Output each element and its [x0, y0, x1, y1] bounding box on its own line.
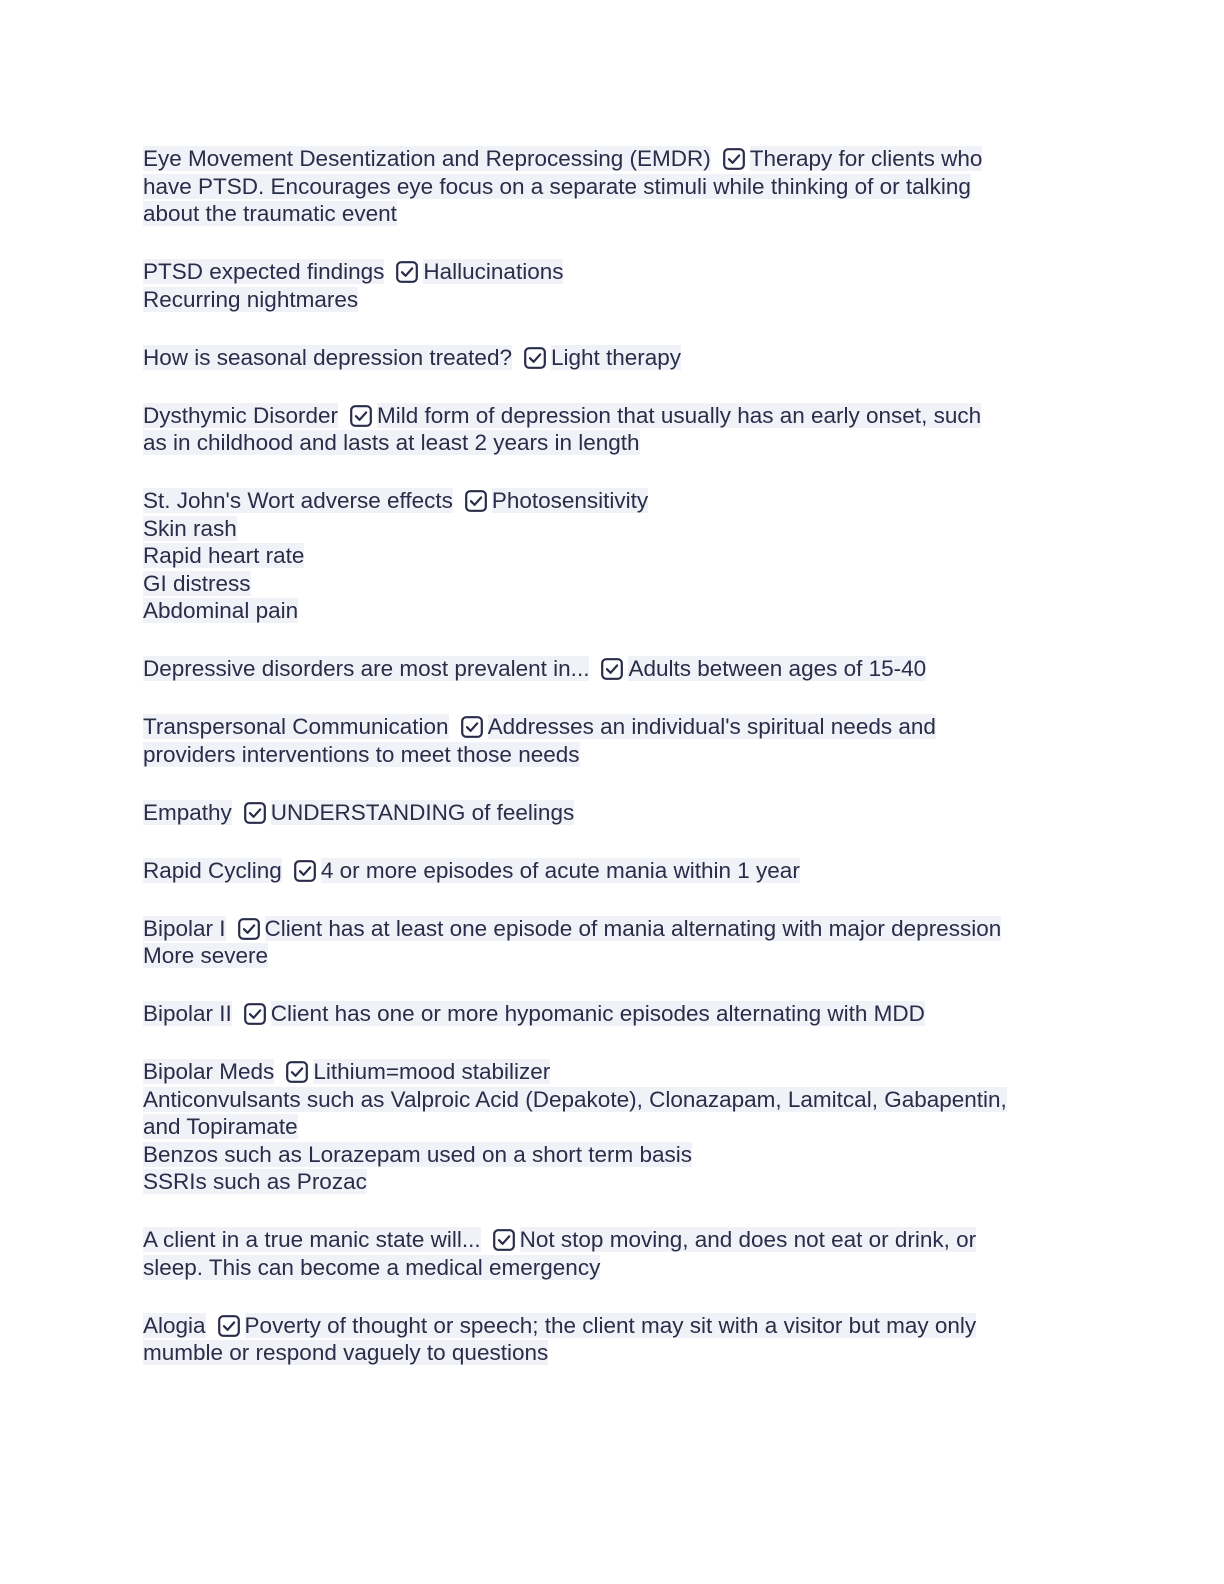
flashcard-definition-text: Recurring nightmares	[143, 286, 359, 312]
flashcard-first-line	[143, 655, 1083, 683]
checkbox-checked-icon	[465, 490, 487, 512]
flashcard-definition-line	[143, 1168, 1083, 1196]
flashcard-definition-line	[143, 1254, 1083, 1282]
flashcard-term: Dysthymic Disorder	[143, 402, 339, 428]
flashcard	[143, 799, 1083, 827]
checkbox-checked-icon	[238, 918, 260, 940]
checkbox-checked-icon	[461, 716, 483, 738]
flashcard-definition: Not stop moving, and does not eat or drink, or	[519, 1227, 977, 1252]
checkbox-checked-icon	[396, 261, 418, 283]
flashcard-definition-text: about the traumatic event	[143, 201, 397, 226]
flashcard-first-line	[143, 402, 1083, 430]
flashcard-definition-line	[143, 173, 1083, 201]
flashcard-definition-text: Skin rash	[143, 515, 237, 541]
flashcard	[143, 713, 1083, 768]
flashcard-definition-line	[143, 200, 1083, 228]
flashcard-definition-line	[143, 741, 1083, 769]
flashcard-definition: UNDERSTANDING of feelings	[270, 799, 575, 825]
flashcard-first-line	[143, 1000, 1083, 1028]
flashcard-first-line	[143, 857, 1083, 885]
flashcard-term: Alogia	[143, 1312, 206, 1338]
flashcard-definition: Therapy for clients who	[749, 146, 983, 171]
flashcard-first-line	[143, 1226, 1083, 1254]
flashcard-definition-text: providers interventions to meet those needs	[143, 741, 580, 767]
flashcard-definition: Mild form of depression that usually has an early onset, such	[377, 402, 982, 428]
flashcard-definition-text: GI distress	[143, 570, 251, 596]
checkbox-checked-icon	[601, 658, 623, 680]
flashcard	[143, 344, 1083, 372]
flashcard-definition: Lithium=mood stabilizer	[313, 1059, 551, 1084]
flashcard-definition: Hallucinations	[423, 259, 564, 284]
flashcard-list	[143, 145, 1083, 1397]
flashcard-definition: Poverty of thought or speech; the client may sit with a visitor but may only	[244, 1312, 977, 1338]
flashcard-definition-text: Rapid heart rate	[143, 543, 305, 568]
flashcard-definition-text: Abdominal pain	[143, 598, 299, 623]
flashcard	[143, 402, 1083, 457]
flashcard-term: PTSD expected findings	[143, 259, 385, 284]
flashcard-definition-line	[143, 1339, 1083, 1367]
flashcard-definition-line	[143, 942, 1083, 970]
flashcard-first-line	[143, 1312, 1083, 1340]
flashcard-term: Depressive disorders are most prevalent in...	[143, 656, 590, 681]
flashcard-term: Rapid Cycling	[143, 857, 282, 883]
flashcard	[143, 1312, 1083, 1367]
flashcard-definition-text: More severe	[143, 943, 269, 968]
flashcard-definition: Addresses an individual's spiritual needs and	[487, 714, 936, 739]
checkbox-checked-icon	[294, 860, 316, 882]
flashcard-term: A client in a true manic state will...	[143, 1227, 481, 1252]
flashcard-term: How is seasonal depression treated?	[143, 344, 512, 370]
flashcard-definition-text: mumble or respond vaguely to questions	[143, 1340, 549, 1365]
flashcard-first-line	[143, 713, 1083, 741]
flashcard-definition-line	[143, 515, 1083, 543]
flashcard-first-line	[143, 344, 1083, 372]
flashcard-first-line	[143, 1058, 1083, 1086]
flashcard	[143, 1058, 1083, 1196]
flashcard-definition: Light therapy	[550, 344, 682, 370]
flashcard-definition-line	[143, 1113, 1083, 1141]
flashcard-first-line	[143, 915, 1083, 943]
flashcard	[143, 1000, 1083, 1028]
flashcard-term: Bipolar Meds	[143, 1059, 275, 1084]
flashcard-definition-text: sleep. This can become a medical emergency	[143, 1254, 601, 1280]
flashcard-definition-line	[143, 1086, 1083, 1114]
checkbox-checked-icon	[493, 1229, 515, 1251]
flashcard-definition: Photosensitivity	[491, 488, 649, 513]
flashcard-definition-text: Anticonvulsants such as Valproic Acid (Depakote), Clonazapam, Lamitcal, Gabapentin,	[143, 1086, 1007, 1112]
flashcard	[143, 915, 1083, 970]
flashcard-term: Bipolar I	[143, 915, 226, 941]
checkbox-checked-icon	[218, 1315, 240, 1337]
flashcard	[143, 487, 1083, 625]
flashcard-term: Transpersonal Communication	[143, 714, 449, 739]
flashcard-definition-line	[143, 286, 1083, 314]
flashcard-definition-text: and Topiramate	[143, 1114, 298, 1139]
flashcard-first-line	[143, 799, 1083, 827]
flashcard-definition-line	[143, 570, 1083, 598]
flashcard-term: Bipolar II	[143, 1001, 232, 1026]
checkbox-checked-icon	[524, 347, 546, 369]
checkbox-checked-icon	[350, 405, 372, 427]
flashcard-definition-text: as in childhood and lasts at least 2 years in length	[143, 430, 640, 455]
flashcard	[143, 145, 1083, 228]
flashcard-first-line	[143, 145, 1083, 173]
checkbox-checked-icon	[286, 1061, 308, 1083]
flashcard-definition-text: SSRIs such as Prozac	[143, 1169, 367, 1194]
flashcard	[143, 1226, 1083, 1281]
flashcard-definition-line	[143, 1141, 1083, 1169]
flashcard-term: Eye Movement Desentization and Reprocessing (EMDR)	[143, 146, 711, 171]
flashcard	[143, 258, 1083, 313]
flashcard-definition: 4 or more episodes of acute mania within 1 year	[320, 857, 800, 883]
flashcard-first-line	[143, 487, 1083, 515]
flashcard-definition: Client has one or more hypomanic episodes alternating with MDD	[270, 1001, 925, 1026]
flashcard-definition: Client has at least one episode of mania alternating with major depression	[264, 915, 1002, 941]
flashcard-definition: Adults between ages of 15-40	[628, 656, 927, 681]
checkbox-checked-icon	[723, 148, 745, 170]
flashcard-definition-line	[143, 597, 1083, 625]
flashcard-definition-text: Benzos such as Lorazepam used on a short term basis	[143, 1141, 693, 1167]
flashcard-term: Empathy	[143, 799, 232, 825]
flashcard-term: St. John's Wort adverse effects	[143, 488, 453, 513]
flashcard-definition-text: have PTSD. Encourages eye focus on a separate stimuli while thinking of or talking	[143, 173, 971, 199]
flashcard-first-line	[143, 258, 1083, 286]
flashcard-definition-line	[143, 429, 1083, 457]
checkbox-checked-icon	[244, 1003, 266, 1025]
checkbox-checked-icon	[244, 802, 266, 824]
flashcard-definition-line	[143, 542, 1083, 570]
flashcard	[143, 655, 1083, 683]
flashcard	[143, 857, 1083, 885]
